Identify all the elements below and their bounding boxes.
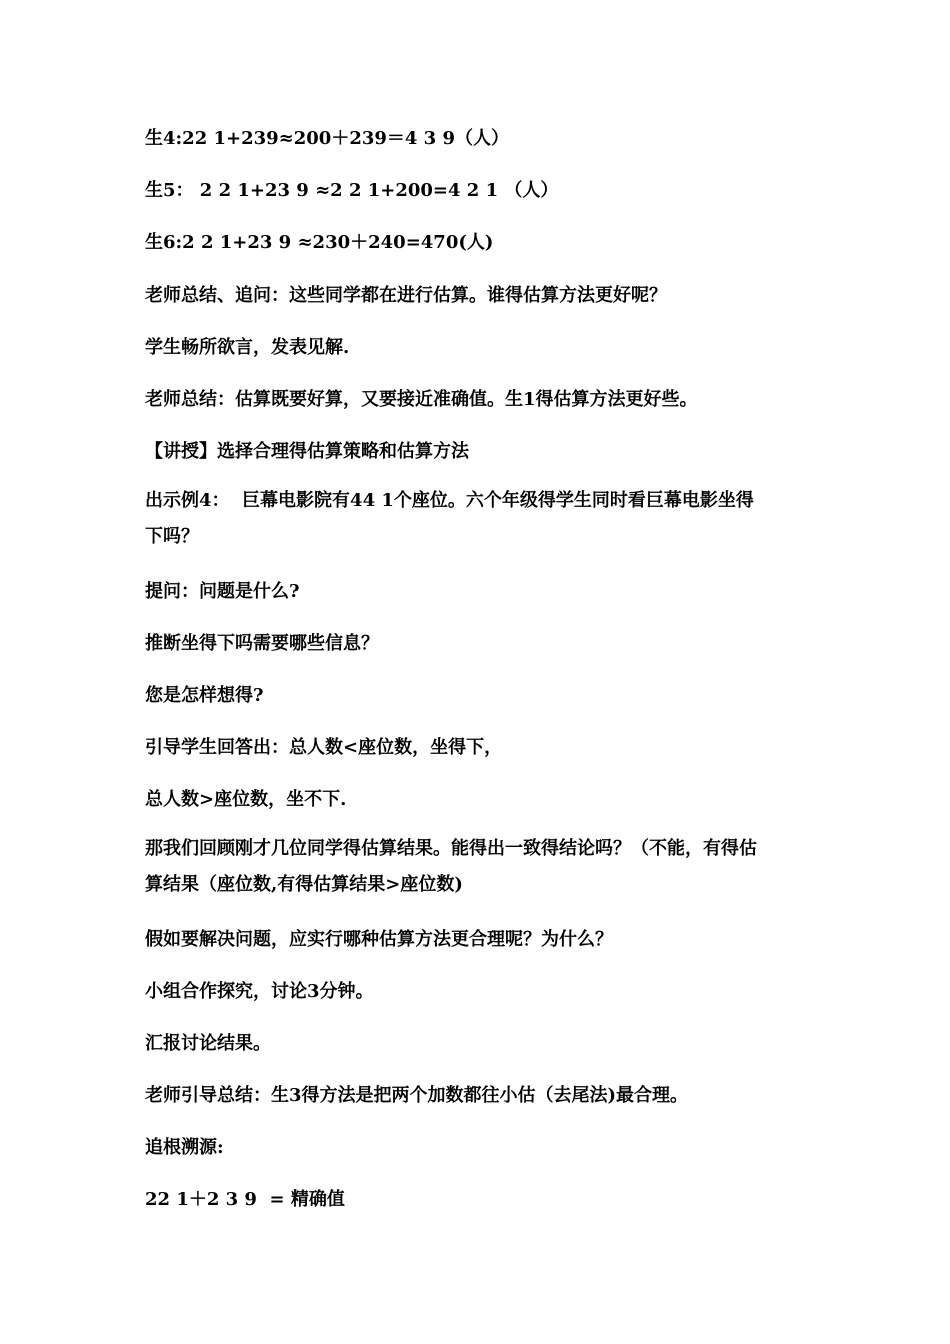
text-line-trace-source: 追根溯源: — [145, 1137, 224, 1158]
text-line-info-needed: 推断坐得下吗需要哪些信息？ — [145, 633, 379, 654]
text-line-group-work: 小组合作探究，讨论3分钟。 — [145, 981, 374, 1002]
text-line-students-discuss: 学生畅所欲言，发表见解. — [145, 337, 350, 358]
text-line-exact-value: 22 1＋2 3 9 = 精确值 — [145, 1189, 345, 1210]
text-line-review-part1: 那我们回顾刚才几位同学得估算结果。能得出一致得结论吗？（不能，有得估 — [145, 838, 757, 859]
text-line-teacher-summary: 老师总结：估算既要好算，又要接近准确值。生1得估算方法更好些。 — [145, 389, 698, 410]
text-line-teacher-guide-summary: 老师引导总结：生3得方法是把两个加数都往小估（去尾法)最合理。 — [145, 1085, 689, 1106]
text-paragraph-review — [145, 831, 825, 903]
text-line-student6: 生6:2 2 1+23 9 ≈230＋240=470(人) — [145, 232, 494, 253]
text-line-which-method: 假如要解决问题，应实行哪种估算方法更合理呢？为什么？ — [145, 929, 613, 950]
text-paragraph-example4 — [145, 483, 825, 555]
text-line-report: 汇报讨论结果。 — [145, 1033, 271, 1054]
text-line-lecture-heading: 【讲授】选择合理得估算策略和估算方法 — [145, 441, 469, 462]
text-line-student4: 生4:22 1+239≈200＋239＝4 3 9（人） — [145, 128, 509, 149]
text-line-teacher-summary-question: 老师总结、追问：这些同学都在进行估算。谁得估算方法更好呢？ — [145, 285, 667, 306]
text-line-review-part2: 算结果（座位数,有得估算结果>座位数) — [145, 874, 463, 895]
text-line-question: 提问：问题是什么? — [145, 581, 300, 602]
text-line-how-think: 您是怎样想得? — [145, 685, 264, 706]
text-line-example4-part2: 下吗？ — [145, 526, 199, 547]
text-line-student5: 生5： 2 2 1+23 9 ≈2 2 1+200=4 2 1 （人） — [145, 180, 559, 201]
text-line-example4-part1: 出示例4： 巨幕电影院有44 1个座位。六个年级得学生同时看巨幕电影坐得 — [145, 490, 754, 511]
text-line-guide-answer: 引导学生回答出：总人数<座位数，坐得下， — [145, 737, 503, 758]
text-line-cannot-fit: 总人数>座位数，坐不下. — [145, 789, 347, 810]
